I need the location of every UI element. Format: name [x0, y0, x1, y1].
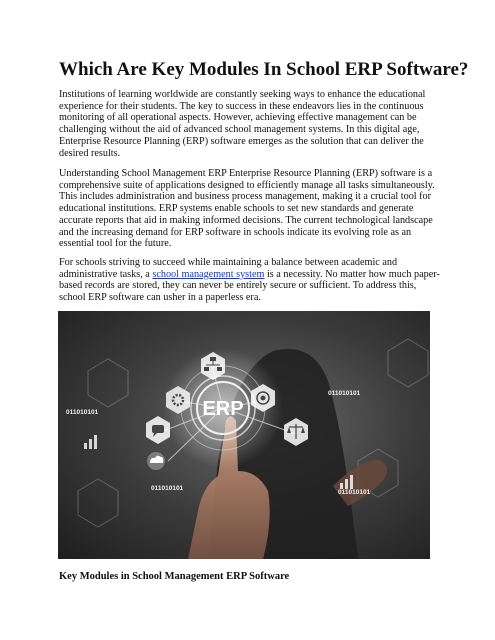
page-title: Which Are Key Modules In School ERP Software? [59, 59, 469, 80]
binary-label-3: 011010101 [151, 485, 184, 492]
binary-label-1: 011010101 [66, 409, 99, 416]
paragraph-text-start: For schools striving to succeed while maintaining a balance between academic and administrative tasks, a [59, 257, 398, 280]
schools-paragraph [59, 257, 441, 304]
erp-hero-image [58, 311, 430, 559]
cloud-icon [147, 452, 165, 470]
section-heading: Key Modules in School Management ERP Software [59, 571, 290, 582]
understanding-paragraph: Understanding School Management ERP Enterprise Resource Planning (ERP) software is a comprehensive suite of applications designed to efficiently manage all tasks simultaneously. This includes administration and business process management, making it a crucial tool for educational institutions. ERP systems enable schools to set new standards and generate accurate reports that aid in making informed decisions. The current technological landscape and the increasing demand for ERP software in schools indicate its evolving role as an essential tool for the future. [59, 168, 435, 250]
school-management-system-link[interactable]: school management system [152, 268, 265, 280]
binary-label-4: 011010101 [338, 489, 371, 496]
binary-label-2: 011010101 [328, 390, 361, 397]
erp-label: ERP [202, 398, 244, 420]
paragraph-text-end: is a necessity. No matter how much paper-based records are stored, they can never be entirely secure or sufficient. To address this, school ERP software can usher in a paperless era. [59, 268, 440, 304]
intro-paragraph: Institutions of learning worldwide are constantly seeking ways to enhance the educational experience for their students. The key to success in these endeavors lies in the continuous monitoring of all operational aspects. However, achieving effective management can be challenging without the aid of advanced school management systems. In this digital age, Enterprise Resource Planning (ERP) software emerges as the solution that can deliver the desired results. [59, 89, 426, 159]
